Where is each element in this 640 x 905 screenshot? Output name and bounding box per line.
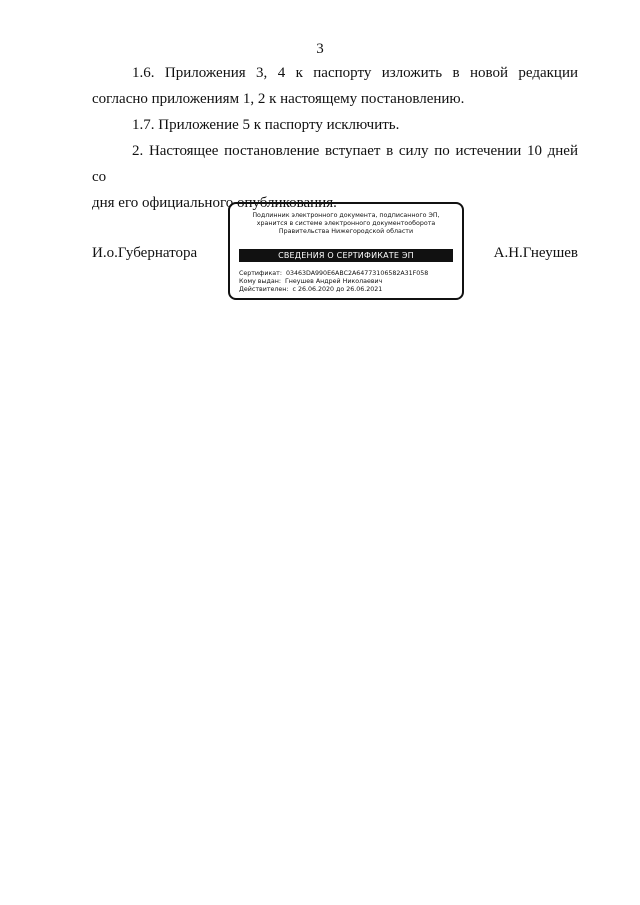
stamp-certificate-value: 03463DA990E6ABC2A64773106582A31F058 bbox=[285, 270, 429, 277]
signer-name: А.Н.Гнеушев bbox=[493, 245, 578, 261]
stamp-valid-row bbox=[239, 286, 456, 294]
stamp-note-line: Правительства Нижегородской области bbox=[278, 228, 414, 235]
stamp-certificate-row bbox=[239, 270, 456, 278]
paragraph-line: дня его официального опубликования. bbox=[92, 195, 337, 211]
stamp-issued-to-value: Гнеушев Андрей Николаевич bbox=[284, 277, 383, 285]
stamp-note bbox=[238, 212, 454, 236]
paragraph-line: 1.6. Приложения 3, 4 к паспорту изложить в новой редакции bbox=[132, 65, 578, 81]
stamp-valid-label: Действителен: bbox=[239, 285, 289, 293]
signer-title: И.о.Губернатора bbox=[92, 245, 198, 261]
stamp-issued-to-row bbox=[239, 278, 456, 286]
stamp-header: СВЕДЕНИЯ О СЕРТИФИКАТЕ ЭП bbox=[239, 249, 453, 262]
paragraph-line: 1.7. Приложение 5 к паспорту исключить. bbox=[132, 117, 400, 133]
paragraph-line: 2. Настоящее постановление вступает в силу по истечении 10 дней со bbox=[92, 143, 578, 185]
stamp-note-line: Подлинник электронного документа, подписанного ЭП, bbox=[252, 212, 440, 219]
page-number: 3 bbox=[316, 41, 324, 57]
stamp-valid-value: с 26.06.2020 до 26.06.2021 bbox=[292, 285, 383, 293]
stamp-details bbox=[239, 270, 456, 293]
stamp-issued-to-label: Кому выдан: bbox=[239, 277, 281, 285]
stamp-certificate-label: Сертификат: bbox=[239, 270, 282, 277]
paragraph-line: согласно приложениям 1, 2 к настоящему постановлению. bbox=[92, 91, 465, 107]
paragraph-1-7 bbox=[92, 112, 578, 138]
electronic-signature-stamp bbox=[228, 202, 464, 300]
paragraph-1-6 bbox=[92, 60, 578, 112]
stamp-note-line: хранится в системе электронного документооборота bbox=[256, 220, 436, 227]
